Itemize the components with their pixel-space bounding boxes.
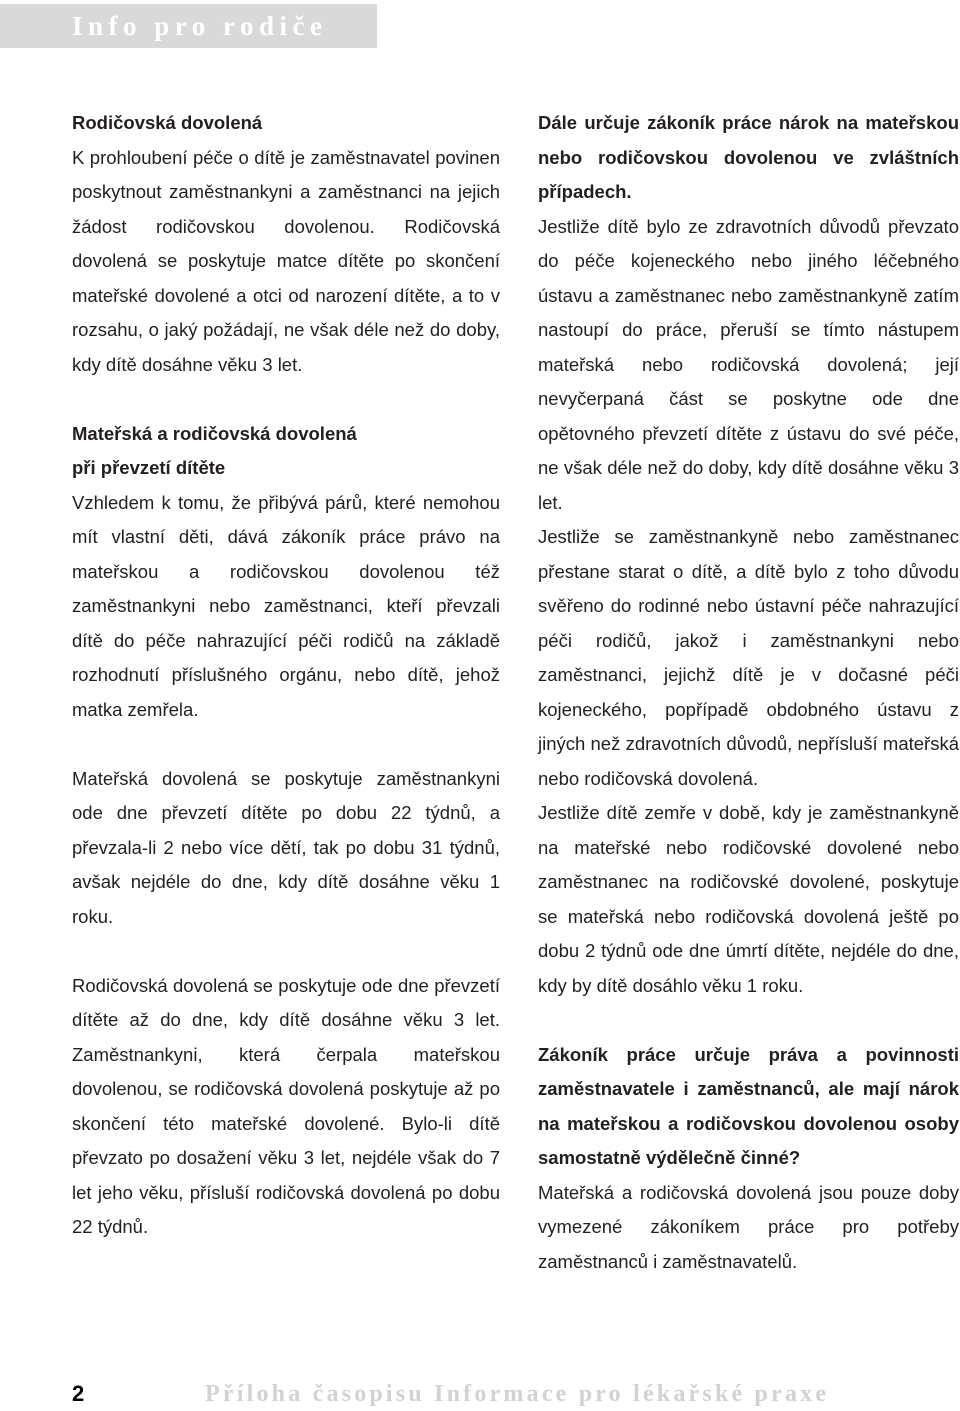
section-heading-self-employed: Zákoník práce určuje práva a povinnosti zaměstnavatele i zaměstnanců, ale mají nárok na mateřskou a rodičovskou dovolenou osoby samostatně výdělečně činné?: [538, 1043, 959, 1168]
paragraph-adoption: Vzhledem k tomu, že přibývá párů, které nemohou mít vlastní děti, dává zákoník práce právo na mateřskou a rodičovskou dovolenou též zaměstnankyni nebo zaměstnanci, kteří převzali dítě do péče nahrazující péči rodičů na základě rozhodnutí příslušného orgánu, nebo dítě, jehož matka zemřela.: [72, 491, 500, 720]
spacer: [72, 727, 500, 762]
publication-name: Příloha časopisu Informace pro lékařské praxe: [205, 1381, 830, 1407]
paragraph-parental-leave: K prohloubení péče o dítě je zaměstnavatel povinen poskytnout zaměstnankyni a zaměstnanci na jejich žádost rodičovskou dovolenou. Rodičovská dovolená se poskytuje matce dítěte po skončení mateřské dovolené a otci od narození dítěte, a to v rozsahu, o jaký požádají, ne však déle než do doby, kdy dítě dosáhne věku 3 let.: [72, 146, 500, 375]
page-number: 2: [72, 1381, 85, 1406]
spacer: [72, 382, 500, 417]
paragraph-care-ended: Jestliže se zaměstnankyně nebo zaměstnanec přestane starat o dítě, a dítě bylo z toho důvodu svěřeno do rodinné nebo ústavní péče nahrazující péči rodičů, jakož i zaměstnankyni nebo zaměstnanci, jejichž dítě je v dočasné péči kojeneckého, popřípadě obdobného ústavu z jiných než zdravotních důvodů, nepřísluší mateřská nebo rodičovská dovolená.: [538, 526, 959, 789]
spacer: [72, 934, 500, 969]
section-heading-adoption-line2: při převzetí dítěte: [72, 457, 226, 478]
page-title: Info pro rodiče: [72, 11, 328, 41]
right-column: [538, 106, 959, 1279]
section-heading-parental-leave: Rodičovská dovolená: [72, 112, 263, 133]
spacer: [538, 1003, 959, 1038]
header-bar: [0, 4, 377, 48]
paragraph-child-death: Jestliže dítě zemře v době, kdy je zaměstnankyně na mateřské nebo rodičovské dovolené nebo zaměstnanec na rodičovské dovolené, poskytuje se mateřská nebo rodičovská dovolená ještě po dobu 2 týdnů ode dne úmrtí dítěte, nejdéle do dne, kdy by dítě dosáhlo věku 1 roku.: [538, 802, 959, 996]
paragraph-maternity-duration: Mateřská dovolená se poskytuje zaměstnankyni ode dne převzetí dítěte po dobu 22 týdnů, a převzala-li 2 nebo více dětí, tak po dobu 31 týdnů, avšak nejdéle do dne, kdy dítě dosáhne věku 1 roku.: [72, 767, 500, 927]
paragraph-institutional-care: Jestliže dítě bylo ze zdravotních důvodů převzato do péče kojeneckého nebo jiného léčebného ústavu a zaměstnanec nebo zaměstnankyně zatím nastoupí do práce, přeruší se tímto nástupem mateřská nebo rodičovská dovolená; její nevyčerpaná část se poskytne ode dne opětovného převzetí dítěte z ústavu do své péče, ne však déle než do doby, kdy dítě dosáhne věku 3 let.: [538, 215, 959, 513]
section-heading-special-cases: Dále určuje zákoník práce nárok na mateřskou nebo rodičovskou dovolenou ve zvláštních případech.: [538, 112, 959, 202]
section-heading-adoption-line1: Mateřská a rodičovská dovolená: [72, 422, 357, 444]
paragraph-parental-duration: Rodičovská dovolená se poskytuje ode dne převzetí dítěte až do dne, kdy dítě dosáhne věku 3 let. Zaměstnankyni, která čerpala mateřskou dovolenou, se rodičovská dovolená poskytuje až po skončení této mateřské dovolené. Bylo-li dítě převzato po dosažení věku 3 let, nejdéle však do 7 let jeho věku, přísluší rodičovská dovolená po dobu 22 týdnů.: [72, 974, 500, 1237]
paragraph-self-employed: Mateřská a rodičovská dovolená jsou pouze doby vymezené zákoníkem práce pro potřeby zaměstnanců i zaměstnavatelů.: [538, 1181, 959, 1272]
left-column: [72, 106, 500, 1245]
